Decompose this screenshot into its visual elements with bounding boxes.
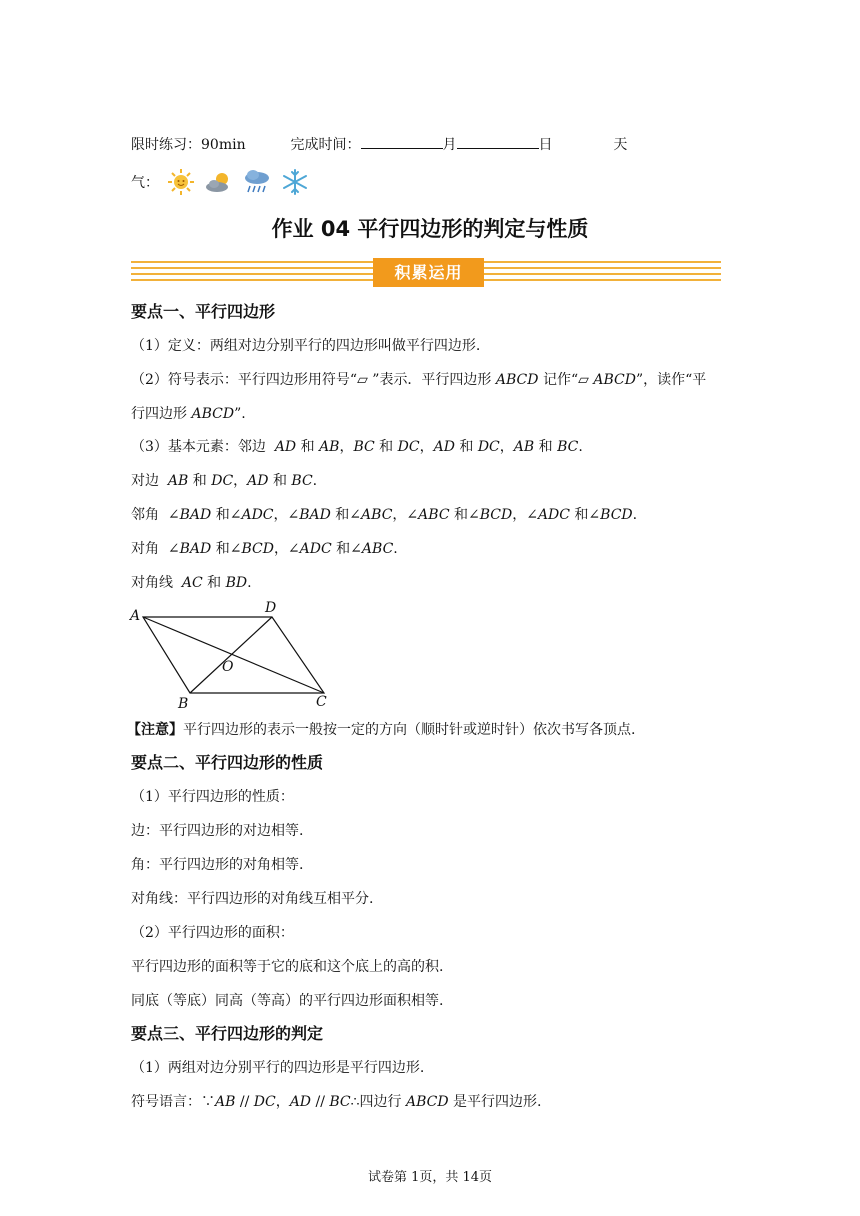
day-label: 日 [538, 137, 553, 153]
vertex-label-d: D [265, 600, 277, 616]
parallelogram-diagram [126, 600, 336, 710]
month-label: 月 [442, 137, 457, 153]
weather-icons [166, 168, 310, 196]
note-text: 平行四边形的表示一般按一定的方向（顺时针或逆时针）依次书写各顶点. [183, 722, 636, 738]
finish-label: 完成时间： [290, 137, 361, 153]
section-2-area-1: 平行四边形的面积等于它的底和这个底上的高的积. [131, 959, 444, 975]
vertex-label-o: O [222, 659, 234, 675]
note-tag: 【注意】 [127, 722, 183, 738]
section-2-heading: 要点二、平行四边形的性质 [131, 753, 324, 772]
vertex-label-a: A [130, 608, 141, 624]
snowflake-icon[interactable] [280, 168, 310, 196]
sun-icon[interactable] [166, 168, 196, 196]
time-limit: 限时练习：90min [131, 137, 246, 153]
vertex-label-c: C [316, 694, 327, 710]
page-title: 作业 04 平行四边形的判定与性质 [271, 217, 589, 241]
section-2-diagonal: 对角线：平行四边形的对角线互相平分. [131, 891, 374, 907]
section-3-heading: 要点三、平行四边形的判定 [131, 1024, 324, 1043]
section-2-edge: 边：平行四边形的对边相等. [131, 823, 304, 839]
weather-label-2: 气： [131, 175, 159, 191]
partly-cloudy-icon[interactable] [204, 168, 234, 196]
page-footer: 试卷第 1页，共 14页 [367, 1170, 493, 1185]
section-1-diagonals: 对角线 AC 和 BD. [131, 575, 252, 591]
time-limit-line [131, 134, 627, 155]
day-blank[interactable] [457, 134, 539, 149]
rain-icon[interactable] [242, 168, 272, 196]
section-2-properties: （1）平行四边形的性质： [131, 789, 294, 805]
section-1-elements: （3）基本元素：邻边 AD 和 AB，BC 和 DC，AD 和 DC，AB 和 BC. [131, 439, 583, 455]
weather-label-1: 天 [613, 137, 628, 153]
section-1-opposite-angles: 对角 ∠BAD 和∠BCD，∠ADC 和∠ABC. [131, 541, 398, 557]
section-2-area-2: 同底（等底）同高（等高）的平行四边形面积相等. [131, 993, 444, 1009]
month-blank[interactable] [361, 134, 443, 149]
weather-line [131, 173, 159, 193]
section-banner: 积累运用 [373, 258, 484, 287]
section-1-symbol-line-2: 行四边形 ABCD”. [131, 406, 246, 422]
note-line [127, 720, 635, 740]
section-3-symbol-language: 符号语言：∵AB // DC，AD // BC∴四边行 ABCD 是平行四边形. [131, 1094, 542, 1110]
section-2-angle: 角：平行四边形的对角相等. [131, 857, 304, 873]
section-1-definition: （1）定义：两组对边分别平行的四边形叫做平行四边形. [131, 338, 481, 354]
section-2-area-heading: （2）平行四边形的面积： [131, 925, 294, 941]
section-1-adjacent-angles: 邻角 ∠BAD 和∠ADC，∠BAD 和∠ABC，∠ABC 和∠BCD，∠ADC 和∠BCD. [131, 507, 638, 523]
section-3-criterion-1: （1）两组对边分别平行的四边形是平行四边形. [131, 1060, 425, 1076]
vertex-label-b: B [178, 696, 189, 710]
section-1-symbol-line-1: （2）符号表示：平行四边形用符号“▱ ”表示．平行四边形 ABCD 记作“▱ ABCD”，读作“平 [131, 372, 707, 388]
section-1-heading: 要点一、平行四边形 [131, 302, 276, 321]
section-1-opposite-sides: 对边 AB 和 DC，AD 和 BC. [131, 473, 318, 489]
